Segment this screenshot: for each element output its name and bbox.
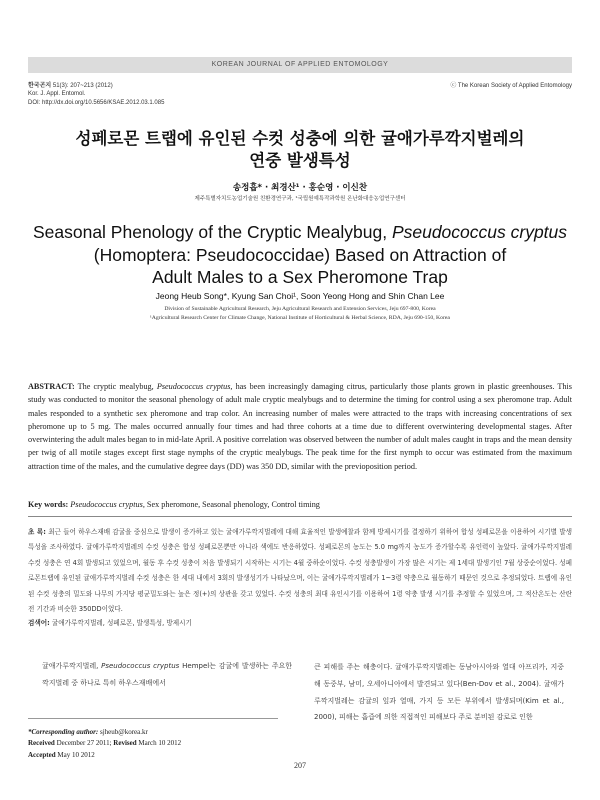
accepted-line	[28, 750, 278, 761]
abstract-text-2: , has been increasingly damaging citrus, particularly those plants grown in plastic greenhouses. This study was conducted to monitor the seasonal phenology of adult male cryptic mealybugs and to determine the timing for control using a sex pheromone trap. Adult males responded to a synthetic sex pheromone and trap color. An increasing number of males were attracted to the traps with increasing concentrations of sex pheromone up to 5 mg. The males occurred annually four times and had three cohorts at a time due to different overwintering developmental stages. After overwintering the adult males began to in mid-late April. A positive correlation was observed between the number of adult males caught in traps and the mean density per twig of all motile stages except first stage nymphs of the cryptic mealybugs. The peak time for the first nymph to occur was estimated from the maximum attraction time of the males, and the cumulative degree days (DD) was 350 DD, similar with the previoposition period.	[28, 382, 572, 471]
body-left-text-2: Hempel는 감귤에 발생하는 주요한 깍지벌레 중 하나로 특히 하우스재배에서	[42, 662, 292, 687]
abstract-text-1: The cryptic mealybug,	[74, 382, 157, 391]
english-keywords	[28, 499, 572, 511]
body-column-left	[42, 658, 292, 692]
english-abstract	[28, 380, 572, 473]
english-title-line-3: Adult Males to a Sex Pheromone Trap	[152, 267, 448, 287]
journal-abbrev: Kor. J. Appl. Entomol.	[28, 91, 86, 98]
body-left-species: Pseudococcus cryptus	[101, 662, 180, 670]
korean-authors: 송정흡* · 최경산¹ · 홍순영 · 이신찬	[232, 183, 368, 193]
korean-keywords-label: 검색어:	[28, 619, 50, 627]
korean-abstract-text: 최근 들어 하우스재배 감귤을 중심으로 발생이 증가하고 있는 귤애가루깍지벌레에 대해 효율적인 발생예찰과 함께 방제시기를 결정하기 위하여 합성 성페로몬을 이용하여 시기별 발생특성을 조사하였다. 귤애가루깍지벌레의 수컷 성충은 합성 성페로몬뿐만 아니라 색에도 반응하였다. 성페로몬의 농도는 5.0 mg까지 농도가 증가할수록 유인력이 높았다. 귤애가루깍지벌레 수컷 성충은 연 4회 발생되고 있었으며, 월동 후 수컷 성충이 처음 발생되기 시작하는 시기는 4월 중하순이었다. 수컷 성충발생이 가장 많은 시기는 제 1세대 발생기인 7월 상중순이었다. 성페로몬트랩에 유인된 귤애가루깍지벌레 수컷 성충은 한 세대 내에서 3회의 발생성기가 나타났으며, 이는 귤애가루깍지벌레가 1~3령 약충으로 월동하기 때문인 것으로 추정되었다. 트랩에 유인된 수컷 성충의 밀도와 나무의 가지당 평균밀도와는 높은 정(+)의 상관을 갖고 있었다. 수컷 성충의 최대 유인시기를 이용하여 1령 약충 발생 시기를 추정할 수 있었으며, 그 적산온도는 산란전 기간과 비슷한 350DD이었다.	[28, 528, 573, 614]
received-date: December 27 2011;	[54, 739, 114, 748]
page-number: 207	[294, 761, 306, 770]
english-title-text: Seasonal Phenology of the Cryptic Mealybug,	[32, 222, 392, 242]
section-divider	[28, 516, 572, 517]
citation-block	[28, 82, 328, 107]
footnote-divider	[28, 718, 278, 719]
abstract-label: ABSTRACT:	[28, 382, 75, 391]
revised-date: March 10 2012	[136, 739, 182, 748]
korean-abstract-label: 초 록:	[28, 528, 46, 536]
corresponding-label: *Corresponding author:	[28, 728, 99, 736]
keywords-rest: , Sex pheromone, Seasonal phenology, Control timing	[142, 500, 320, 509]
citation-line	[28, 82, 328, 90]
english-title-line-2: (Homoptera: Pseudococcidae) Based on Attraction of	[93, 244, 507, 265]
received-revised	[28, 738, 278, 749]
citation-kr: 한국곤지	[28, 83, 52, 89]
journal-name: KOREAN JOURNAL OF APPLIED ENTOMOLOGY	[211, 61, 389, 68]
abstract-species: Pseudococcus cryptus	[156, 382, 231, 391]
keywords-label: Key words:	[28, 500, 69, 509]
accepted-date: May 10 2012	[55, 750, 95, 759]
copyright-notice: ⓒ The Korean Society of Applied Entomology	[450, 83, 572, 89]
korean-title-line-2: 연중 발생특성	[249, 151, 351, 170]
citation-volume: 51(3): 207~213 (2012)	[51, 83, 113, 89]
corresponding-email[interactable]: sjheub@korea.kr	[98, 728, 148, 736]
korean-affiliation: 제주특별자치도농업기술원 친환경연구과, ¹국립원예특작과학원 온난화대응농업연구센터	[194, 196, 406, 202]
affiliation-2: ¹Agricultural Research Center for Climate Change, National Institute of Horticultural & Herbal Science, RDA, Jeju 690-150, Korea	[150, 314, 450, 321]
corresponding-author	[28, 727, 278, 738]
korean-abstract	[28, 525, 572, 617]
english-title-line-1	[28, 221, 572, 244]
doi-link[interactable]: DOI: http://dx.doi.org/10.5656/KSAE.2012.03.1.085	[28, 99, 165, 106]
keywords-species: Pseudococcus cryptus	[70, 500, 143, 509]
body-column-right: 큰 피해를 주는 해충이다. 귤애가루깍지벌레는 동남아시아와 열대 아프리카, 지중해 동중부, 남미, 오세아니아에서 발견되고 있다(Ben-Dov et al., 2004). 귤애가루깍지벌레는 감귤의 잎과 열매, 가지 등 모든 부위에서 발생되며(Kim et al., 2000), 피해는 흡즙에 의한 직접적인 피해보다 주로 분비된 감로로 인한	[314, 663, 564, 722]
english-authors: Jeong Heub Song*, Kyung San Choi¹, Soon Yeong Hong and Shin Chan Lee	[155, 291, 445, 301]
korean-keywords	[28, 618, 572, 628]
received-label: Received	[28, 739, 55, 748]
body-left-text-1: 귤애가루깍지벌레,	[42, 662, 102, 670]
affiliation-1: Division of Sustainable Agricultural Research, Jeju Agricultural Research and Extension Services, Jeju 697-800, Korea	[164, 306, 436, 312]
korean-title-line-1: 성페로몬 트랩에 유인된 수컷 성충에 의한 귤애가루깍지벌레의	[75, 129, 525, 148]
journal-header-bar	[28, 57, 572, 73]
korean-keywords-text: 귤애가루깍지벌레, 성페로몬, 발생특성, 방제시기	[49, 619, 192, 627]
english-title-species: Pseudococcus cryptus	[391, 222, 568, 242]
revised-label: Revised	[113, 739, 137, 748]
korean-title	[28, 128, 572, 172]
english-affiliations	[28, 305, 572, 323]
english-title	[28, 221, 572, 289]
accepted-label: Accepted	[28, 750, 56, 759]
footnote-block	[28, 727, 278, 761]
